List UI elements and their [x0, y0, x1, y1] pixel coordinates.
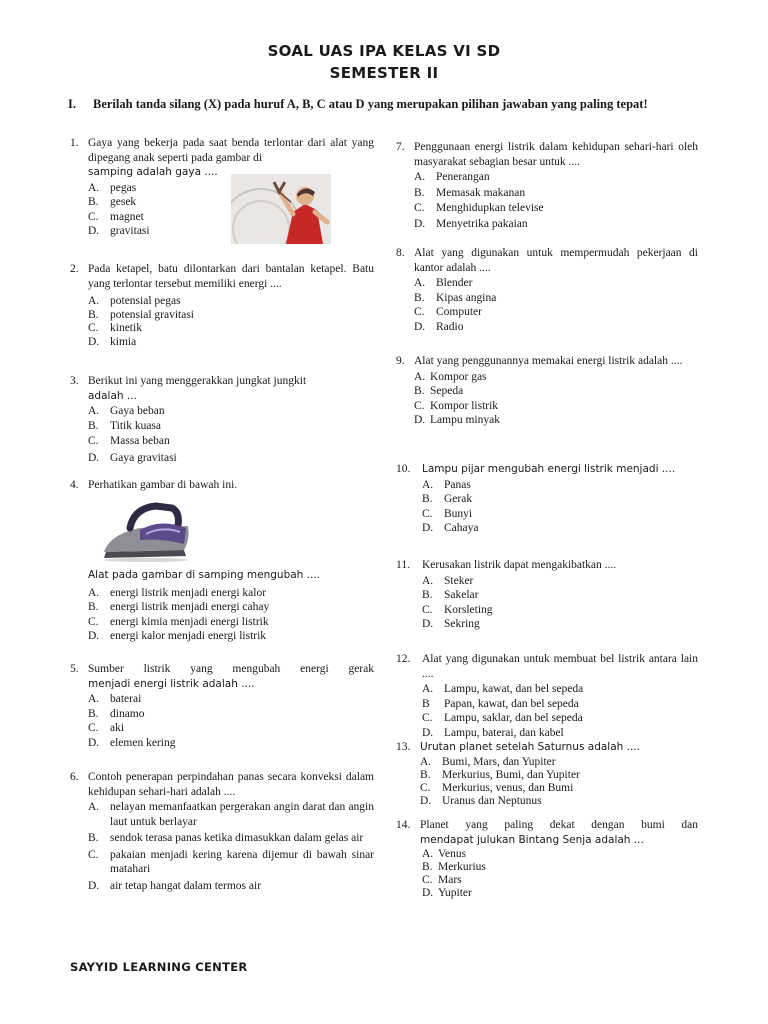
section-instruction — [68, 96, 700, 113]
option-a[interactable]: A. pegas — [88, 181, 137, 194]
option-a[interactable]: A. Gaya beban — [88, 405, 165, 417]
option-b[interactable]: B. Sepeda — [414, 385, 464, 397]
option-d[interactable]: D. Lampu minyak — [414, 414, 500, 426]
option-d[interactable]: D. gravitasi — [88, 225, 150, 237]
document-subtitle: SEMESTER II — [329, 64, 439, 82]
option-b[interactable]: B. Gerak — [422, 493, 473, 505]
option-c[interactable]: C. Kompor listrik — [414, 399, 499, 412]
option-c[interactable]: C. magnet — [88, 210, 144, 223]
question-stem: Gaya yang bekerja pada saat benda terlontar dari alat yang dipegang anak seperti pada gambar di — [88, 137, 374, 164]
question-number: 1. — [70, 137, 79, 149]
option-a[interactable]: A. Lampu, kawat, dan bel sepeda — [422, 683, 584, 695]
option-b[interactable]: B. potensial gravitasi — [88, 308, 194, 321]
slingshot-image — [231, 174, 331, 244]
question-4-body: Alat pada gambar di samping mengubah .... A. energi listrik menjadi energi kalor B. energi listrik menjadi energi cahay C. energi kimia menjadi energi listrik D. energi kalor menjadi energi listrik — [70, 568, 374, 644]
option-d[interactable]: D. Sekring — [422, 618, 480, 630]
option-d[interactable]: D. Radio — [414, 320, 464, 333]
option-c[interactable]: C. Lampu, saklar, dan bel sepeda — [422, 712, 583, 724]
question-10: 10. Lampu pijar mengubah energi listrik menjadi .... A. Panas B. Gerak C. Bunyi D. Cahaya — [396, 462, 698, 536]
question-2: 2. Pada ketapel, batu dilontarkan dari bantalan ketapel. Batu yang terlontar tersebut memiliki energi .... A. potensial pegas B. potensial gravitasi C. kinetik D. kimia — [70, 263, 374, 348]
question-8: 8. Alat yang digunakan untuk mempermudah pekerjaan di kantor adalah .... A. Blender B. Kipas angina C. Computer D. Radio — [396, 247, 698, 333]
option-a[interactable]: A. Steker — [422, 574, 474, 587]
option-b[interactable]: B Papan, kawat, dan bel sepeda — [422, 697, 579, 710]
option-d[interactable]: D. kimia — [88, 335, 137, 348]
option-c[interactable]: C. kinetik — [88, 322, 142, 334]
option-d[interactable]: D. Menyetrika pakaian — [414, 217, 528, 230]
option-b[interactable]: B. Titik kuasa — [88, 419, 162, 432]
option-d[interactable]: D. Uranus dan Neptunus — [420, 794, 542, 807]
option-a[interactable]: A. Kompor gas — [414, 370, 487, 383]
option-c[interactable]: C. Merkurius, venus, dan Bumi — [420, 781, 574, 794]
option-d[interactable]: D. Gaya gravitasi — [88, 451, 177, 464]
option-b[interactable]: B. Sakelar — [422, 589, 479, 601]
option-d[interactable]: D. elemen kering — [88, 736, 176, 749]
option-a[interactable]: A. potensial pegas — [88, 295, 181, 307]
question-11: 11. Kerusakan listrik dapat mengakibatkan .... A. Steker B. Sakelar C. Korsleting D. Sekring — [396, 558, 698, 632]
option-c[interactable]: C. Bunyi — [422, 507, 473, 520]
option-d[interactable]: D. Yupiter — [422, 887, 472, 899]
option-d[interactable]: D. air tetap hangat dalam termos air — [88, 879, 262, 892]
option-c[interactable]: C. Mars — [422, 874, 462, 886]
option-d[interactable]: D. Cahaya — [422, 522, 479, 534]
option-c[interactable]: C. Korsleting — [422, 603, 493, 616]
document-title: SOAL UAS IPA KELAS VI SD — [267, 42, 501, 60]
question-13: 13. Urutan planet setelah Saturnus adalah .... A. Bumi, Mars, dan Yupiter B. Merkurius, Bumi, dan Yupiter C. Merkurius, venus, dan Bumi D. Uranus dan Neptunus — [396, 740, 698, 808]
option-a[interactable]: A. Penerangan — [414, 171, 490, 183]
option-a[interactable]: A. baterai — [88, 693, 142, 705]
question-4: 4. Perhatikan gambar di bawah ini. — [70, 479, 238, 491]
option-a[interactable]: A. energi listrik menjadi energi kalor — [88, 586, 267, 599]
option-b[interactable]: B. Merkurius, Bumi, dan Yupiter — [420, 768, 580, 781]
question-stem-cont: samping adalah gaya .... — [88, 166, 218, 178]
option-c[interactable]: C. Massa beban — [88, 435, 170, 447]
option-b[interactable]: B. Merkurius — [422, 861, 486, 873]
option-b[interactable]: B. sendok terasa panas ketika dimasukkan dalam gelas air — [88, 832, 364, 844]
question-14: 14. Planet yang paling dekat dengan bumi dan mendapat julukan Bintang Senja adalah ... A. Venus B. Merkurius C. Mars D. Yupiter — [396, 819, 698, 899]
option-a[interactable]: A. Bumi, Mars, dan Yupiter — [420, 755, 556, 768]
option-b[interactable]: B. Memasak makanan — [414, 186, 526, 199]
option-b[interactable]: B. dinamo — [88, 707, 145, 720]
option-b[interactable]: B. Kipas angina — [414, 291, 497, 304]
option-d[interactable]: D. energi kalor menjadi energi listrik — [88, 630, 267, 642]
instruction-text: Berilah tanda silang (X) pada huruf A, B, C atau D yang merupakan pilihan jawaban yang paling tepat! — [93, 97, 648, 111]
option-c[interactable]: C. aki — [88, 722, 125, 734]
option-a[interactable]: A. Panas — [422, 478, 471, 491]
iron-image — [100, 500, 192, 562]
question-5: 5. Sumber listrik yang mengubah energi gerak menjadi energi listrik adalah .... A. baterai B. dinamo C. aki D. elemen kering — [70, 663, 374, 749]
question-3: 3. Berikut ini yang menggerakkan jungkat jungkit adalah ... A. Gaya beban B. Titik kuasa C. Massa beban D. Gaya gravitasi — [70, 374, 374, 465]
option-c[interactable]: C. energi kimia menjadi energi listrik — [88, 615, 269, 628]
question-7: 7. Penggunaan energi listrik dalam kehidupan sehari-hari oleh masyarakat sebagian besar untuk .... A. Penerangan B. Memasak makanan C. Menghidupkan televise D. Menyetrika pakaian — [396, 141, 698, 230]
footer-label: SAYYID LEARNING CENTER — [70, 960, 248, 974]
option-a[interactable]: A. Venus — [422, 848, 467, 860]
option-b[interactable]: B. gesek — [88, 196, 137, 208]
option-c[interactable]: C. Computer — [414, 306, 482, 318]
question-12: 12. Alat yang digunakan untuk membuat bel listrik antara lain .... A. Lampu, kawat, dan bel sepeda B Papan, kawat, dan bel sepeda C. Lampu, saklar, dan bel sepeda D. Lampu, baterai, dan kabel — [396, 653, 698, 739]
option-c[interactable]: C. pakaian menjadi kering karena dijemur di bawah sinar matahari — [88, 848, 374, 875]
section-number: I. — [68, 97, 76, 111]
question-9: 9. Alat yang penggunannya memakai energi listrik adalah .... A. Kompor gas B. Sepeda C. Kompor listrik D. Lampu minyak — [396, 354, 698, 428]
option-d[interactable]: D. Lampu, baterai, dan kabel — [422, 726, 564, 739]
question-6: 6. Contoh penerapan perpindahan panas secara konveksi dalam kehidupan sehari-hari adalah .... A. nelayan memanfaatkan pergerakan angin darat dan angin laut untuk berlayar B. sendok terasa panas ketika dimasukkan dalam gelas air C. pakaian menjadi kering karena dijemur di bawah sinar matahari D. air tetap hangat dalam termos air — [70, 771, 374, 892]
option-c[interactable]: C. Menghidupkan televise — [414, 202, 544, 214]
option-a[interactable]: A. Blender — [414, 277, 473, 289]
option-a[interactable]: A. nelayan memanfaatkan pergerakan angin darat dan angin laut untuk berlayar — [88, 801, 374, 828]
option-b[interactable]: B. energi listrik menjadi energi cahay — [88, 601, 270, 613]
